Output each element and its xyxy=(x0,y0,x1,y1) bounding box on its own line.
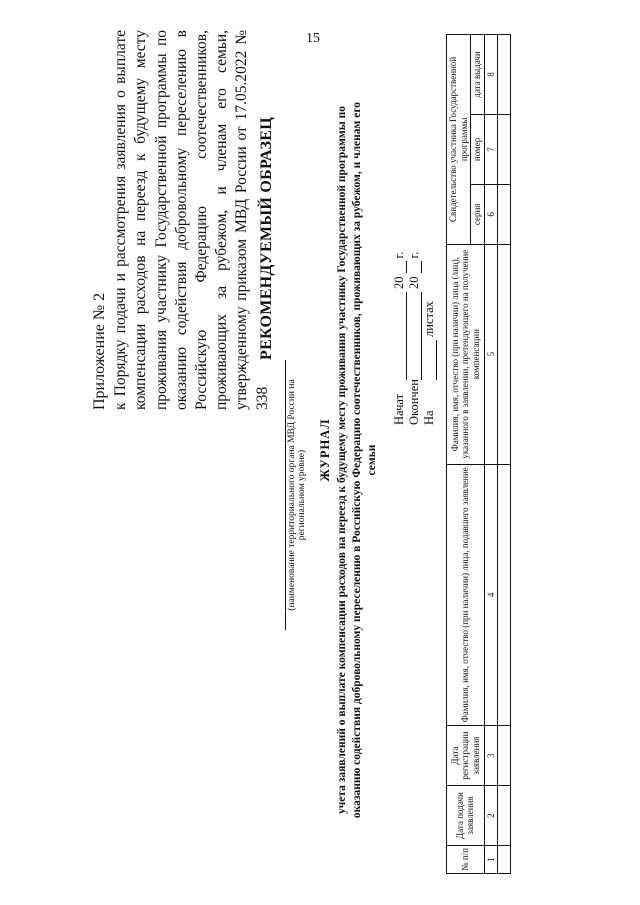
table-cell xyxy=(498,114,511,184)
sheets-label: листах xyxy=(422,301,436,337)
table-cell xyxy=(498,786,511,846)
appendix-block xyxy=(90,30,273,410)
column-number: 7 xyxy=(484,114,498,184)
on-label: На xyxy=(422,410,436,425)
sample-label: РЕКОМЕНДУЕМЫЙ ОБРАЗЕЦ xyxy=(258,117,275,360)
header-series: серия xyxy=(471,184,485,244)
column-number: 2 xyxy=(484,786,498,846)
column-number-row xyxy=(484,35,498,874)
appendix-text: к Порядку подачи и рассмотрения заявления о выплате компенсации расходов на переезд к будущему месту проживания участнику Государственной программы по оказанию содействия добровольному переселению в Российскую Федерацию соотечественников, проживающих за рубежом, и членам его семьи, утвержденному приказом МВД России от 17.05.2022 № 338 xyxy=(112,30,271,410)
header-number: номер xyxy=(471,114,485,184)
start-date-row xyxy=(392,252,407,425)
table-row xyxy=(498,35,511,874)
table-cell xyxy=(498,244,511,464)
end-date-row xyxy=(407,252,422,425)
column-number: 5 xyxy=(484,244,498,464)
header-num: № п/п xyxy=(447,846,485,874)
header-issue-date: дата выдачи xyxy=(471,35,485,115)
journal-title: ЖУРНАЛ xyxy=(318,418,332,482)
header-applicant: Фамилия, имя, отчество (при наличии) лица, подавшего заявление xyxy=(447,464,485,726)
start-year-prefix: 20 xyxy=(392,276,406,289)
journal-subtitle: учета заявлений о выплате компенсации расходов на переезд к будущему месту проживания участнику Государственной программы по оказанию содействия добровольному переселению в Российскую Федерацию соотечественников, проживающих за рубежом, и членам его семьи xyxy=(336,101,378,819)
table-cell xyxy=(498,464,511,726)
header-submit-date: Дата подачи заявления xyxy=(447,786,485,846)
end-year-prefix: 20 xyxy=(407,276,421,289)
journal-dates xyxy=(392,252,437,425)
start-year-suffix: г. xyxy=(392,251,406,259)
column-number: 3 xyxy=(484,726,498,786)
header-certificate: Свидетельство участника Государственной программы xyxy=(447,35,471,245)
table-cell xyxy=(498,35,511,115)
header-reg-date: Дата регистрации заявления xyxy=(447,726,485,786)
rotated-landscape-content xyxy=(80,20,640,880)
sheets-row xyxy=(422,252,437,425)
page-number: 15 xyxy=(306,31,320,46)
column-number: 6 xyxy=(484,184,498,244)
table-cell xyxy=(498,846,511,874)
end-year-suffix: г. xyxy=(407,251,421,259)
column-number: 1 xyxy=(484,846,498,874)
journal-table xyxy=(446,34,511,874)
column-number: 8 xyxy=(484,35,498,115)
appendix-number: Приложение № 2 xyxy=(91,292,108,410)
table-cell xyxy=(498,726,511,786)
header-claimant: Фамилия, имя, отчество (при наличии) лица (лиц), указанного в заявлении, претендующего на получение компенсации xyxy=(447,244,485,464)
organ-name-line xyxy=(285,360,286,630)
start-label: Начат xyxy=(392,393,406,425)
end-label: Окончен xyxy=(407,379,421,425)
organ-caption: (наименование территориального органа МВД России на региональном уровне) xyxy=(287,379,307,611)
table-header-row xyxy=(447,35,471,874)
column-number: 4 xyxy=(484,464,498,726)
table-cell xyxy=(498,184,511,244)
